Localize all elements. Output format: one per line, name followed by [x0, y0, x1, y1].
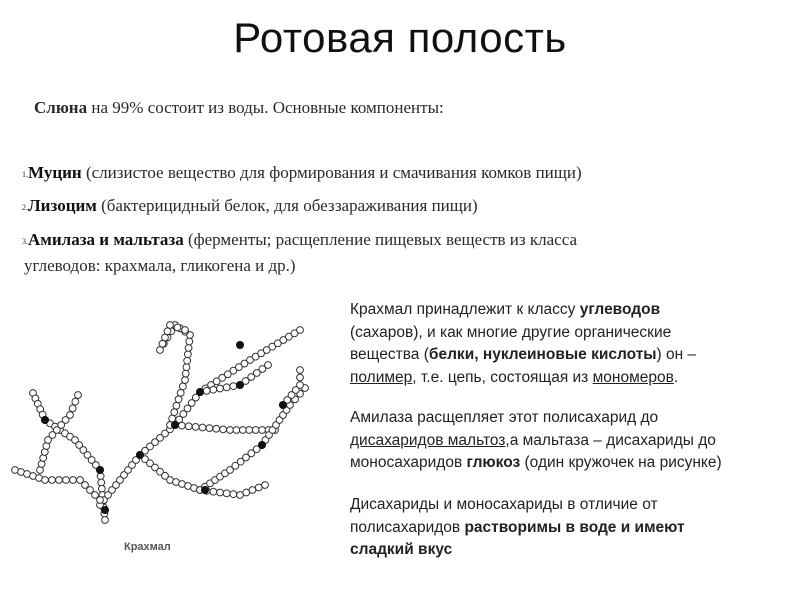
glucose-unit — [69, 405, 76, 412]
glucose-unit — [223, 384, 230, 391]
starch-caption: Крахмал — [124, 541, 171, 553]
glucose-unit — [56, 477, 63, 484]
glucose-unit — [70, 477, 77, 484]
glucose-unit — [98, 479, 105, 486]
glucose-unit — [217, 489, 224, 496]
glucose-unit — [297, 382, 304, 389]
branch-point — [41, 416, 49, 424]
p1-carbs: углеводов — [579, 301, 661, 318]
branch-point — [236, 341, 244, 349]
glucose-unit — [239, 427, 246, 434]
p3-sweet: сладкий вкус — [350, 541, 453, 558]
glucose-unit — [184, 357, 191, 364]
p1-f: ) он – — [656, 346, 697, 363]
glucose-unit — [233, 427, 240, 434]
branch-point — [201, 486, 209, 494]
branch-point — [236, 381, 244, 389]
p1-polymer: полимер — [350, 368, 413, 386]
p1-proteins: белки, нуклеиновые кислоты — [428, 346, 657, 363]
p2-glucose: глюкоз — [466, 454, 521, 471]
starch-paragraph — [350, 299, 790, 389]
list-text: (бактерицидный белок, для обеззараживания пищи) — [96, 196, 478, 215]
glucose-unit — [179, 383, 186, 390]
list-item — [22, 228, 702, 278]
glucose-unit — [185, 344, 192, 351]
glucose-unit — [186, 338, 193, 345]
glucose-unit — [259, 427, 266, 434]
glucose-unit — [49, 477, 56, 484]
list-text: (ферменты; расщепление пищевых веществ из класса — [183, 230, 577, 249]
list-term: Амилаза и мальтаза — [28, 230, 184, 249]
glucose-unit — [230, 383, 237, 390]
p2-d: моносахаридов — [350, 454, 467, 471]
glucose-unit — [174, 324, 181, 331]
glucose-unit — [184, 351, 191, 358]
solubility-paragraph — [350, 494, 790, 562]
p1-h: , т.е. цепь, состоящая из — [412, 368, 593, 386]
glucose-unit — [182, 377, 189, 384]
glucose-unit — [192, 423, 199, 430]
list-item — [22, 196, 478, 216]
glucose-unit — [173, 402, 180, 409]
list-number: 2. — [22, 203, 28, 212]
glucose-unit — [223, 490, 230, 497]
glucose-unit — [175, 396, 182, 403]
glucose-unit — [297, 327, 304, 334]
list-text-continued: углеводов: крахмала, гликогена и др.) — [24, 256, 296, 275]
p2-f: (один кружочек на рисунке) — [520, 454, 722, 471]
p2-a: Амилаза расщепляет этот полисахарид до — [350, 409, 659, 426]
glucose-unit — [265, 362, 272, 369]
glucose-unit — [102, 517, 109, 524]
list-number: 3. — [22, 237, 28, 246]
branch-point — [101, 506, 109, 514]
p1-c: (сахаров), и как многие другие органические — [350, 323, 672, 341]
glucose-unit — [171, 409, 178, 416]
glucose-unit — [297, 374, 304, 381]
glucose-unit — [262, 482, 269, 489]
p2-c: ,а мальтаза – дисахариды до — [505, 431, 716, 449]
glucose-unit — [217, 385, 224, 392]
p3-a: Дисахариды и моносахариды в отличие от — [350, 496, 658, 513]
branch-point — [196, 388, 204, 396]
glucose-unit — [67, 412, 74, 419]
glucose-unit — [182, 370, 189, 377]
glucose-unit — [210, 386, 217, 393]
glucose-unit — [177, 389, 184, 396]
page-title: Ротовая полость — [233, 14, 567, 61]
p2-maltose: дисахаридов мальтоз — [350, 431, 506, 449]
glucose-unit — [297, 367, 304, 374]
intro-bold: Слюна — [34, 98, 88, 117]
glucose-unit — [246, 427, 253, 434]
p3-soluble: растворимы в воде и имеют — [464, 518, 685, 536]
list-text: (слизистое вещество для формирования и смачивания комков пищи) — [81, 163, 582, 182]
glucose-unit — [199, 424, 206, 431]
glucose-unit — [210, 488, 217, 495]
glucose-unit — [182, 327, 189, 334]
branch-point — [136, 451, 144, 459]
starch-molecule-diagram — [0, 300, 340, 540]
intro-line — [34, 98, 444, 118]
list-term: Муцин — [28, 163, 82, 182]
glucose-unit — [178, 422, 185, 429]
glucose-unit — [72, 398, 79, 405]
glucose-unit — [167, 322, 174, 329]
glucose-unit — [75, 392, 82, 399]
list-number: 1. — [22, 170, 28, 179]
glucose-unit — [230, 491, 237, 498]
list-term: Лизоцим — [28, 196, 97, 215]
intro-text: на 99% состоит из воды. Основные компоненты: — [87, 98, 444, 117]
branch-point — [279, 401, 287, 409]
glucose-unit — [98, 485, 105, 492]
list-item — [22, 163, 582, 183]
glucose-unit — [206, 425, 213, 432]
glucose-unit — [63, 477, 70, 484]
glucose-unit — [203, 387, 210, 394]
p1-d: вещества ( — [350, 346, 429, 363]
glucose-unit — [183, 364, 190, 371]
glucose-unit — [220, 426, 227, 433]
glucose-unit — [213, 425, 220, 432]
amylase-paragraph — [350, 407, 790, 475]
branch-point — [171, 421, 179, 429]
p3-b: полисахаридов — [350, 518, 465, 536]
glucose-unit — [97, 497, 104, 504]
p1-a: Крахмал принадлежит к классу — [350, 301, 580, 318]
glucose-unit — [42, 477, 49, 484]
p1-j: . — [673, 368, 679, 386]
branch-point — [258, 441, 266, 449]
p1-monomers: мономеров — [592, 368, 674, 386]
branch-point — [96, 466, 104, 474]
glucose-unit — [252, 427, 259, 434]
glucose-unit — [169, 415, 176, 422]
glucose-unit — [227, 427, 234, 434]
glucose-unit — [185, 423, 192, 430]
